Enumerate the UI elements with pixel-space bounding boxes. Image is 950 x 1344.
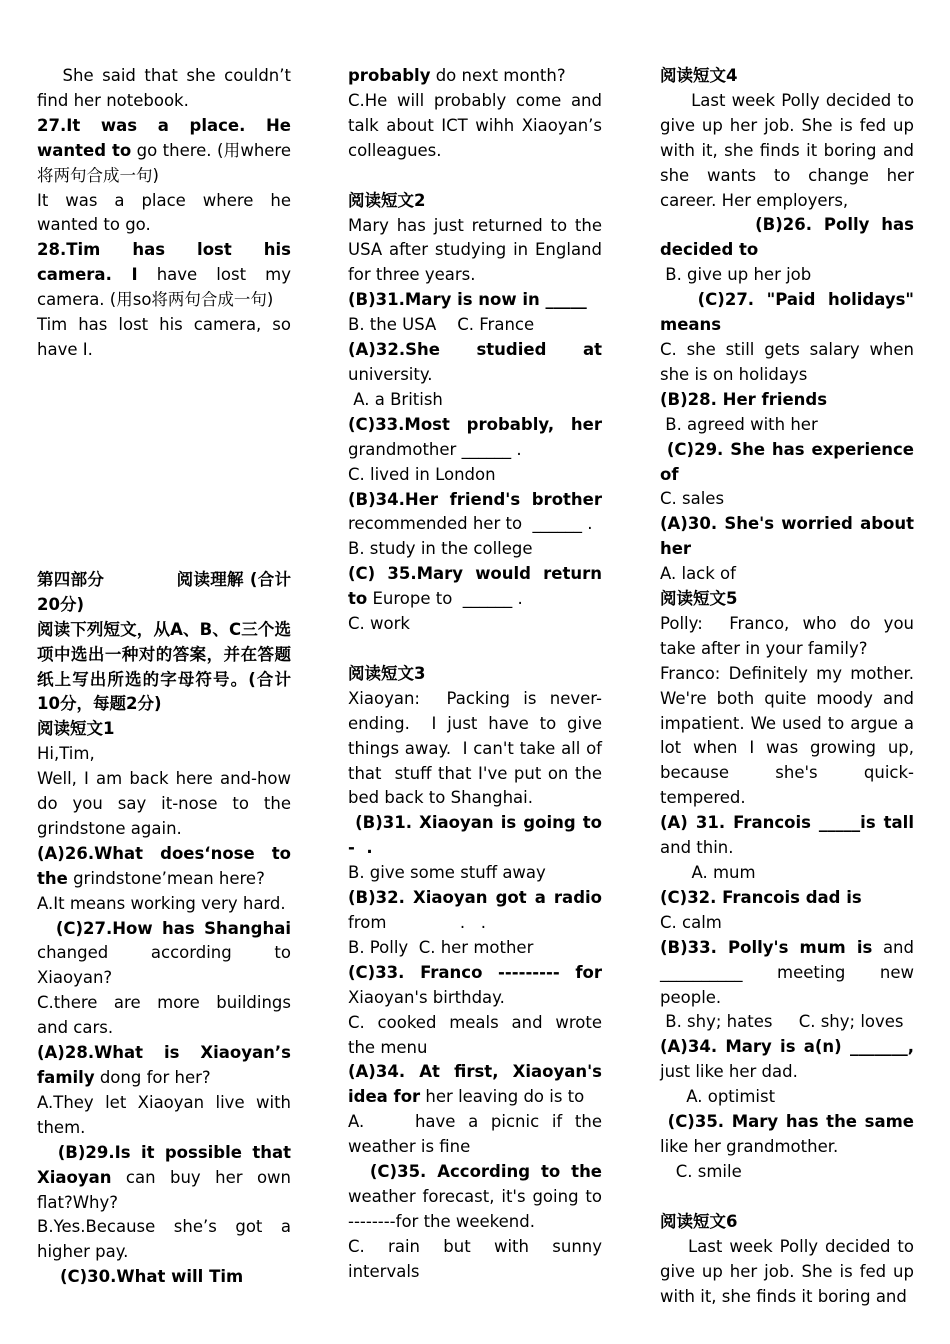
bold-text: 第四部分 阅读理解 (合计20分) (37, 569, 291, 614)
text-run: C. she still gets salary when she is on holidays (660, 339, 920, 384)
text-run: C. sales (660, 489, 725, 509)
text-paragraph (37, 313, 297, 363)
text-paragraph (37, 618, 291, 718)
text-run: and thin. (660, 813, 920, 858)
text-run: C. smile (660, 1161, 742, 1181)
text-run: grindstone’mean here? (67, 868, 265, 888)
text-paragraph (660, 64, 914, 89)
text-paragraph (348, 961, 608, 1011)
text-run: B. the USA C. France (348, 315, 535, 335)
text-paragraph (348, 687, 608, 812)
text-run: C. calm (660, 912, 722, 932)
text-paragraph (348, 214, 608, 289)
text-paragraph (37, 767, 297, 842)
text-paragraph (660, 288, 920, 338)
spacer (348, 164, 602, 189)
bold-text: (C)33. Franco --------- for (348, 962, 602, 982)
text-run: Well, I am back here and-how do you say it-nose to the grindstone again. (37, 769, 297, 838)
text-paragraph (348, 811, 608, 861)
text-paragraph (37, 892, 291, 917)
text-run: just like her dad. (660, 1037, 920, 1082)
text-run: A. mum (660, 863, 756, 882)
text-run: Hi,Tim, (37, 744, 95, 764)
text-run: B. study in the college (348, 539, 533, 559)
text-run: Last week Polly decided to give up her job. She is fed up with it, she finds it boring and (660, 1236, 920, 1306)
text-paragraph (348, 413, 608, 463)
text-run: B.Yes.Because she’s got a higher pay. (37, 1217, 297, 1262)
text-run: and __________ meeting new people. (660, 937, 920, 1007)
text-run: from . . (348, 888, 608, 932)
column-middle (348, 64, 608, 1285)
text-run: Tim has lost his camera, so have I. (37, 315, 297, 359)
text-paragraph (660, 886, 914, 911)
text-paragraph (660, 89, 920, 214)
text-paragraph (660, 1085, 914, 1110)
bold-text: (A) 31. Francois _____is tall (660, 813, 914, 833)
text-paragraph (348, 488, 608, 538)
text-paragraph (348, 662, 602, 687)
text-paragraph (660, 662, 920, 811)
text-run: A. a British (348, 389, 443, 409)
text-paragraph (660, 413, 914, 438)
bold-text: 阅读下列短文，从A、B、C三个选项中选出一种对的答案，并在答题纸上写出所选的字母符号。(合计10分，每题2分) (37, 619, 291, 714)
text-run: C.there are more buildings and cars. (37, 993, 297, 1038)
text-run: Polly: Franco, who do you take after in your family? (660, 613, 920, 658)
text-run: university. (348, 340, 608, 384)
spacer (660, 1185, 914, 1210)
text-paragraph (348, 1060, 608, 1110)
text-paragraph (37, 189, 297, 239)
text-paragraph (660, 811, 920, 861)
bold-text: (C)30.What will Tim (37, 1267, 244, 1287)
text-paragraph (348, 338, 608, 388)
text-run: changed according to Xiaoyan? (37, 918, 297, 988)
text-paragraph (660, 587, 914, 612)
text-paragraph (348, 1110, 608, 1160)
text-paragraph (348, 562, 608, 612)
text-paragraph (348, 612, 602, 637)
text-paragraph (37, 717, 291, 742)
text-paragraph (660, 338, 920, 388)
bold-text: 27.It was a place. He wanted to (37, 115, 297, 160)
text-run: C.He will probably come and talk about ICT wihh Xiaoyan’s colleagues. (348, 90, 608, 160)
text-paragraph (348, 89, 608, 164)
text-paragraph (348, 1011, 608, 1061)
text-paragraph (660, 1160, 914, 1185)
text-run: recommended her to ______ . (348, 489, 608, 534)
text-paragraph (37, 991, 297, 1041)
bold-text: (B)32. Xiaoyan got a radio (348, 888, 602, 908)
text-paragraph (660, 612, 920, 662)
text-paragraph (660, 861, 914, 886)
text-run: Europe to ______ . (367, 589, 523, 609)
bold-text: (B)26. Polly has decided to (660, 215, 920, 260)
text-paragraph (37, 1215, 297, 1265)
column-left (37, 64, 297, 1290)
text-paragraph (660, 1210, 914, 1235)
text-paragraph (348, 313, 602, 338)
bold-text: (C)29. She has experience of (660, 439, 920, 484)
text-run: B. give up her job (660, 265, 812, 285)
text-paragraph (660, 263, 914, 288)
bold-text: probably (348, 66, 431, 85)
bold-text: 阅读短文3 (348, 663, 426, 683)
text-run: Xiaoyan: Packing is never-ending. I just have to give things away. I can't take all of that stuff that I've put on the bed back to Shanghai. (348, 688, 608, 808)
text-paragraph (37, 114, 297, 189)
text-run: do next month? (430, 66, 566, 85)
text-run: A.It means working very hard. (37, 893, 286, 913)
text-paragraph (348, 463, 602, 488)
text-paragraph (660, 936, 920, 1011)
bold-text: (A)34. Mary is a(n) _______, (660, 1037, 914, 1057)
text-paragraph (37, 1041, 297, 1091)
text-run: C. rain but with sunny intervals (348, 1236, 608, 1281)
bold-text: 阅读短文5 (660, 589, 738, 609)
bold-text: (C)32. Francois dad is (660, 887, 862, 907)
bold-text: (A)28.What is Xiaoyan’s family (37, 1043, 297, 1087)
bold-text: 阅读短文1 (37, 719, 115, 739)
text-paragraph (348, 861, 602, 886)
text-run: B. agreed with her (660, 414, 818, 434)
bold-text: (C)33.Most probably, her (348, 414, 602, 434)
text-paragraph (348, 189, 602, 214)
spacer (348, 637, 602, 662)
bold-text: (C)27.How has Shanghai (37, 918, 291, 938)
text-paragraph (37, 842, 297, 892)
text-run: She said that she couldn’t find her notebook. (37, 66, 297, 110)
bold-text: (B)33. Polly's mum is (660, 937, 873, 957)
text-run: her leaving do is to (420, 1087, 585, 1107)
text-run: Xiaoyan's birthday. (348, 962, 608, 1007)
text-run: C. cooked meals and wrote the menu (348, 1012, 608, 1057)
bold-text: (B)31. Xiaoyan is going to - . (348, 813, 608, 858)
text-run: can buy her own flat?Why? (37, 1167, 297, 1212)
text-paragraph (348, 64, 602, 89)
bold-text: 阅读短文2 (348, 190, 426, 210)
text-paragraph (348, 1235, 608, 1285)
text-paragraph (348, 388, 602, 413)
text-paragraph (348, 288, 602, 313)
text-paragraph (660, 1035, 920, 1085)
text-paragraph (660, 1235, 920, 1310)
text-paragraph (348, 1160, 608, 1235)
text-paragraph (660, 911, 914, 936)
text-paragraph (660, 388, 914, 413)
bold-text: (C)35. According to the (348, 1162, 603, 1182)
bold-text: (C)35. Mary has the same (660, 1112, 914, 1132)
text-paragraph (660, 1110, 920, 1160)
bold-text: (B)28. Her friends (660, 389, 828, 409)
text-paragraph (660, 562, 914, 587)
text-run: have lost my camera. (用so将两句合成一句) (37, 265, 297, 310)
column-right (660, 64, 920, 1309)
text-paragraph (348, 886, 608, 936)
text-paragraph (37, 742, 291, 767)
bold-text: (A)32.She studied at (348, 340, 602, 360)
bold-text: (A)26.What does‘nose to the (37, 843, 297, 888)
bold-text: 阅读短文4 (660, 66, 738, 85)
bold-text: (C)27. "Paid holidays" means (660, 290, 920, 335)
text-run: grandmother ______ . (348, 414, 608, 459)
text-run: dong for her? (94, 1068, 211, 1087)
bold-text: (B)34.Her friend's brother (348, 489, 602, 509)
text-run: Franco: Definitely my mother. We're both quite moody and impatient. We used to argue a lot when I was growing up, because she's quick-tempered. (660, 663, 920, 808)
bold-text: (B)29.Is it possible that Xiaoyan (37, 1142, 297, 1187)
text-paragraph (37, 1141, 297, 1216)
bold-text: 阅读短文6 (660, 1211, 738, 1231)
text-run: A. optimist (660, 1087, 776, 1107)
text-run: B. give some stuff away (348, 863, 546, 883)
spacer (37, 363, 291, 568)
text-run: weather forecast, it's going to --------for the weekend. (348, 1162, 608, 1231)
text-run: C. work (348, 614, 410, 634)
text-paragraph (660, 213, 920, 263)
text-paragraph (348, 936, 602, 961)
text-paragraph (37, 1265, 291, 1290)
text-paragraph (37, 568, 291, 618)
bold-text: (A)30. She's worried about her (660, 514, 920, 559)
text-run: like her grandmother. (660, 1112, 920, 1156)
text-paragraph (660, 1010, 914, 1035)
bold-text: (C) 35.Mary would return to (348, 564, 608, 609)
text-run: It was a place where he wanted to go. (37, 190, 297, 235)
text-paragraph (37, 238, 297, 313)
text-paragraph (37, 1091, 297, 1141)
text-run: B. Polly C. her mother (348, 937, 534, 957)
text-run: C. lived in London (348, 464, 496, 484)
text-run: A. have a picnic if the weather is fine (348, 1112, 608, 1157)
text-run: Last week Polly decided to give up her job. She is fed up with it, she finds it boring and she wants to change her career. Her employers, (660, 90, 920, 210)
text-run: A.They let Xiaoyan live with them. (37, 1092, 297, 1137)
text-paragraph (37, 917, 297, 992)
text-paragraph (660, 487, 914, 512)
text-paragraph (37, 64, 297, 114)
bold-text: (B)31.Mary is now in _____ (348, 290, 587, 310)
text-run: go there. (用where将两句合成一句) (37, 140, 292, 185)
text-paragraph (660, 438, 920, 488)
text-paragraph (660, 512, 920, 562)
bold-text: 28.Tim has lost his camera. I (37, 240, 297, 285)
text-run: A. lack of (660, 564, 736, 584)
text-paragraph (348, 537, 602, 562)
text-run: B. shy; hates C. shy; loves (660, 1012, 904, 1032)
bold-text: (A)34. At first, Xiaoyan's idea for (348, 1062, 608, 1107)
text-run: Mary has just returned to the USA after studying in England for three years. (348, 215, 608, 285)
